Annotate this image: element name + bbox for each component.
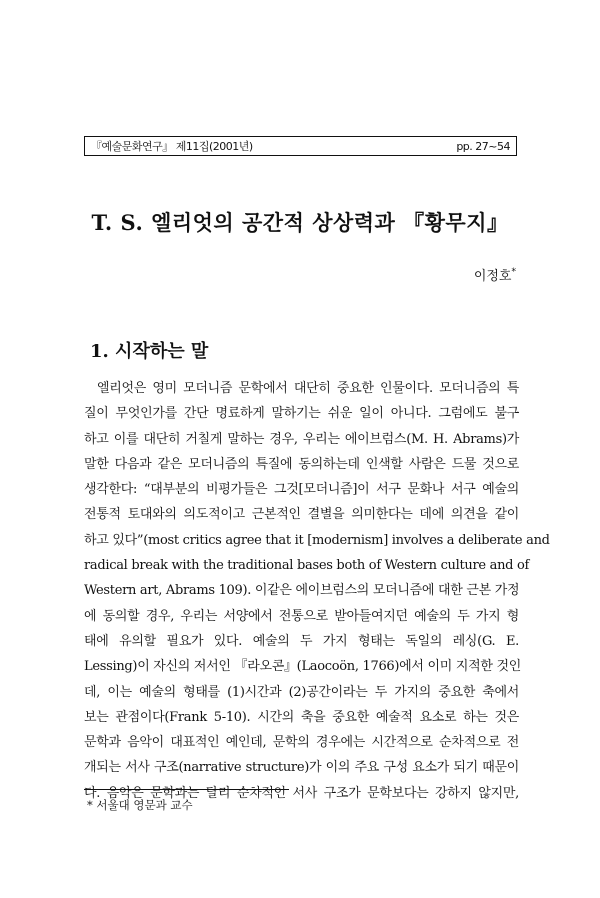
body-line: 하고 있다”(most critics agree that it [modernism] involves a deliberate and bbox=[84, 532, 550, 548]
body-line: 문학과 음악이 대표적인 예인데, 문학의 경우에는 시간적으로 순차적으로 전 bbox=[84, 735, 519, 751]
body-line: Lessing)이 자신의 저서인 『라오콘』(Laocoön, 1766)에서 이미 지적한 것인 bbox=[84, 659, 521, 675]
body-line: 질이 무엇인가를 간단 명료하게 말하기는 쉬운 일이 아니다. 그럼에도 불구 bbox=[84, 406, 519, 422]
body-line: 에 동의할 경우, 우리는 서양에서 전통으로 받아들여지던 예술의 두 가지 형 bbox=[84, 608, 519, 624]
body-line: 말한 다음과 같은 모더니즘의 특질에 동의하는데 인색할 사람은 드물 것으로 bbox=[84, 456, 519, 472]
paper-title: T. S. 엘리엇의 공간적 상상력과 『황무지』 bbox=[91, 210, 509, 235]
body-line: radical break with the traditional bases both of Western culture and of bbox=[84, 558, 530, 574]
body-line: 태에 유의할 필요가 있다. 예술의 두 가지 형태는 독일의 레싱(G. E. bbox=[84, 633, 519, 649]
body-line: 보는 관점이다(Frank 5-10). 시간의 축을 중요한 예술적 요소로 하는 것은 bbox=[84, 709, 519, 725]
author-name: 이정호 bbox=[473, 269, 512, 284]
footnote-divider bbox=[84, 789, 289, 790]
body-line: 데, 이는 예술의 형태를 (1)시간과 (2)공간이라는 두 가지의 중요한 축에서 bbox=[84, 684, 519, 700]
page-range: pp. 27~54 bbox=[456, 139, 510, 153]
body-line: 전통적 토대와의 의도적이고 근본적인 결별을 의미한다는 데에 의견을 같이 bbox=[84, 507, 519, 523]
body-paragraph bbox=[84, 376, 550, 806]
body-line: 개되는 서사 구조(narrative structure)가 이의 주요 구성 요소가 되기 때문이 bbox=[84, 760, 519, 776]
section-heading: 1. 시작하는 말 bbox=[90, 341, 209, 362]
body-line: 다. 음악은 문학과는 달리 순차적인 서사 구조가 문학보다는 강하지 않지만, bbox=[84, 785, 519, 801]
body-line: Western art, Abrams 109). 이같은 에이브럼스의 모더니즘에 대한 근본 가정 bbox=[84, 583, 520, 599]
body-line: 생각한다: “대부분의 비평가들은 그것[모더니즘]이 서구 문화나 서구 예술의 bbox=[84, 482, 519, 498]
journal-citation: 『예술문화연구』 제11집(2001년) bbox=[91, 140, 253, 153]
author-footnote-mark: * bbox=[511, 267, 516, 278]
body-line: 엘리엇은 영미 모더니즘 문학에서 대단히 중요한 인물이다. 모더니즘의 특 bbox=[97, 381, 519, 396]
footnote: * 서울대 영문과 교수 bbox=[87, 798, 193, 812]
body-line: 하고 이를 대단히 거칠게 말하는 경우, 우리는 에이브럼스(M. H. Abrams)가 bbox=[84, 431, 519, 447]
author bbox=[474, 265, 516, 284]
journal-header bbox=[84, 136, 517, 156]
